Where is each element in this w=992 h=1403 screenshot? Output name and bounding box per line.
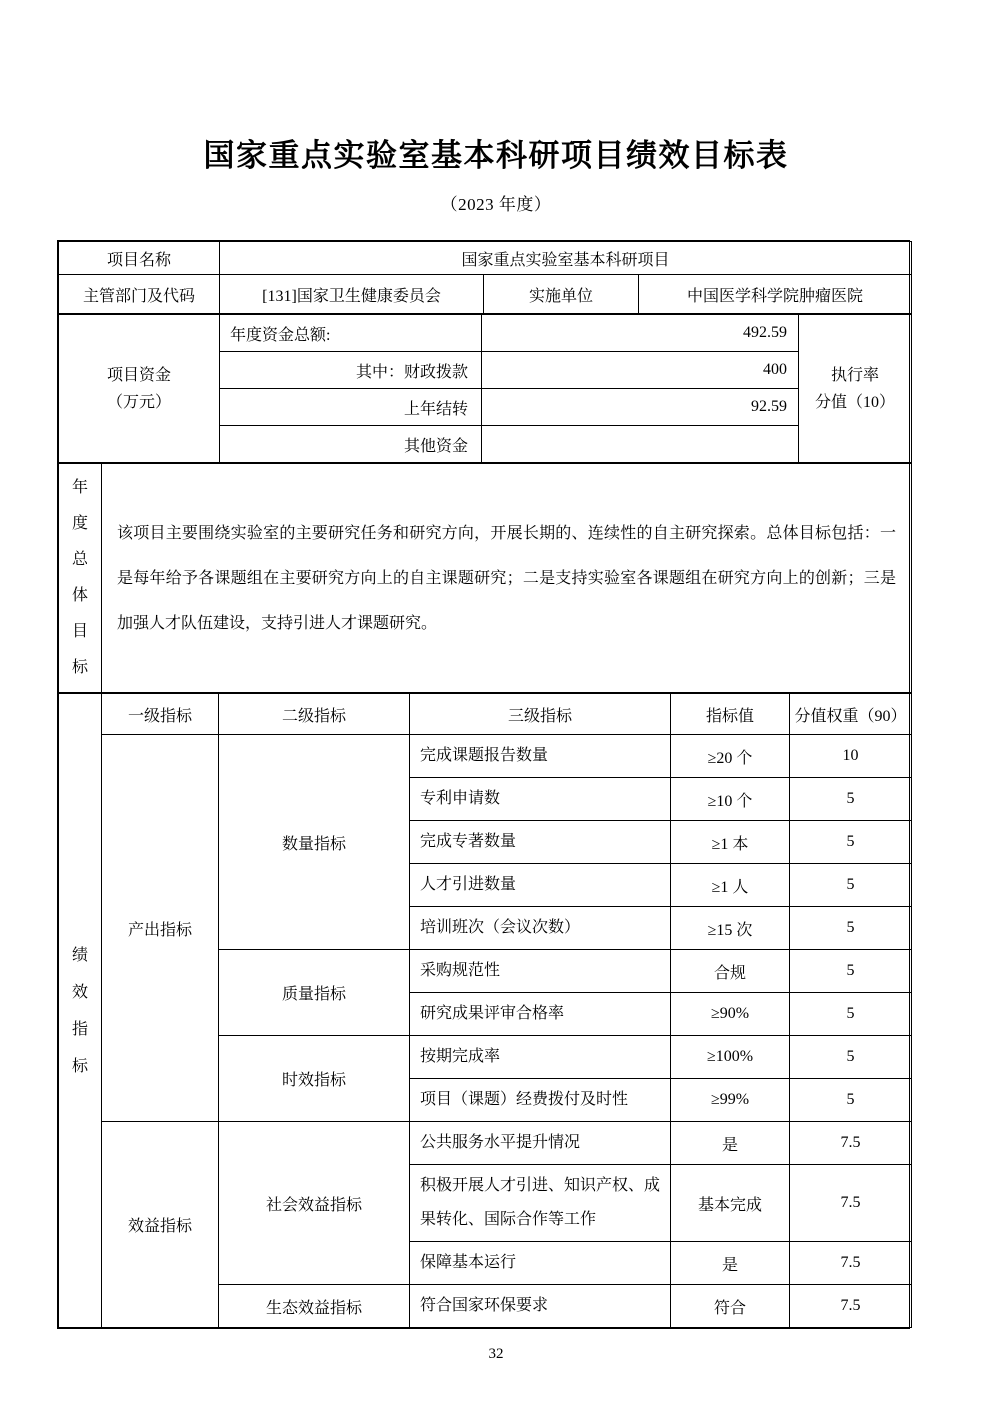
funds-fiscal-value: 400	[482, 352, 799, 389]
indicator-row	[59, 735, 912, 778]
indicators-side-char: 绩	[71, 946, 88, 964]
indicator-value: ≥1 人	[671, 864, 790, 907]
project-name-value: 国家重点实验室基本科研项目	[220, 242, 912, 275]
indicator-value: ≥99%	[671, 1079, 790, 1122]
indicators-side-char: 指	[71, 1020, 88, 1038]
indicator-weight: 5	[790, 907, 912, 950]
annual-goal-text: 该项目主要围绕实验室的主要研究任务和研究方向，开展长期的、连续性的自主研究探索。总体目标包括：一是每年给予各课题组在主要研究方向上的自主课题研究；二是支持实验室各课题组在研究方向上的创新；三是加强人才队伍建设，支持引进人才课题研究。	[102, 464, 912, 693]
funds-label	[59, 315, 220, 463]
indicator-value: ≥10 个	[671, 778, 790, 821]
indicator-value: ≥20 个	[671, 735, 790, 778]
header-weight: 分值权重（90）	[790, 694, 912, 735]
indicator-name: 积极开展人才引进、知识产权、成果转化、国际合作等工作	[410, 1165, 671, 1242]
indicator-value: 是	[671, 1122, 790, 1165]
project-name-label: 项目名称	[59, 242, 220, 275]
page-number: 32	[488, 1346, 504, 1362]
indicator-name: 完成专著数量	[410, 821, 671, 864]
indicator-name: 按期完成率	[410, 1036, 671, 1079]
department-label: 主管部门及代码	[59, 275, 220, 314]
execution-rate-line1: 执行率	[830, 366, 879, 384]
indicator-weight: 7.5	[790, 1242, 912, 1285]
page-subtitle: （2023 年度）	[440, 195, 552, 215]
funds-carryover-label: 上年结转	[220, 389, 482, 426]
info-section	[58, 241, 912, 314]
indicator-name: 项目（课题）经费拨付及时性	[410, 1079, 671, 1122]
indicator-name: 完成课题报告数量	[410, 735, 671, 778]
header-level2: 二级指标	[219, 694, 410, 735]
indicator-weight: 7.5	[790, 1165, 912, 1242]
project-name-row	[59, 242, 912, 275]
execution-rate-label	[799, 315, 912, 463]
indicator-value: ≥100%	[671, 1036, 790, 1079]
indicators-side-char: 标	[71, 1057, 88, 1075]
indicator-name: 符合国家环保要求	[410, 1285, 671, 1328]
level2-quality: 质量指标	[219, 950, 410, 1036]
indicator-value: 是	[671, 1242, 790, 1285]
indicator-value: ≥1 本	[671, 821, 790, 864]
level2-ecological: 生态效益指标	[219, 1285, 410, 1328]
page-title: 国家重点实验室基本科研项目绩效目标表	[203, 138, 789, 173]
annual-goal-char: 度	[71, 515, 88, 533]
indicator-name: 保障基本运行	[410, 1242, 671, 1285]
header-level1: 一级指标	[102, 694, 219, 735]
funds-other-label: 其他资金	[220, 426, 482, 463]
execution-rate-line2: 分值（10）	[814, 393, 895, 411]
indicator-name: 培训班次（会议次数）	[410, 907, 671, 950]
main-table	[57, 240, 910, 1329]
indicator-name: 采购规范性	[410, 950, 671, 993]
annual-goal-char: 标	[71, 659, 88, 677]
indicators-side-char: 效	[71, 983, 88, 1001]
level2-quantity: 数量指标	[219, 735, 410, 950]
indicator-name: 研究成果评审合格率	[410, 993, 671, 1036]
implementing-unit-label: 实施单位	[484, 275, 639, 314]
level1-output: 产出指标	[102, 735, 219, 1122]
annual-goal-row	[59, 464, 912, 693]
funds-section	[58, 314, 912, 463]
level2-timeliness: 时效指标	[219, 1036, 410, 1122]
implementing-unit-value: 中国医学科学院肿瘤医院	[639, 275, 912, 314]
indicator-value: 符合	[671, 1285, 790, 1328]
department-value: [131]国家卫生健康委员会	[220, 275, 484, 314]
indicator-name: 人才引进数量	[410, 864, 671, 907]
indicator-name: 公共服务水平提升情况	[410, 1122, 671, 1165]
indicator-value: 基本完成	[671, 1165, 790, 1242]
funds-row-total	[59, 315, 912, 352]
indicators-section	[58, 693, 912, 1328]
indicator-weight: 7.5	[790, 1122, 912, 1165]
level2-social: 社会效益指标	[219, 1122, 410, 1285]
annual-goal-char: 体	[71, 587, 88, 605]
indicator-weight: 5	[790, 778, 912, 821]
indicator-weight: 5	[790, 950, 912, 993]
annual-goal-char: 总	[71, 551, 88, 569]
indicator-weight: 7.5	[790, 1285, 912, 1328]
header-level3: 三级指标	[410, 694, 671, 735]
header-value: 指标值	[671, 694, 790, 735]
funds-total-value: 492.59	[482, 315, 799, 352]
indicator-weight: 5	[790, 993, 912, 1036]
funds-other-value	[482, 426, 799, 463]
indicator-weight: 5	[790, 1079, 912, 1122]
indicator-weight: 5	[790, 1036, 912, 1079]
indicator-value: ≥90%	[671, 993, 790, 1036]
indicator-value: ≥15 次	[671, 907, 790, 950]
funds-label-line1: 项目资金	[106, 366, 171, 384]
indicators-header-row	[59, 694, 912, 735]
indicator-value: 合规	[671, 950, 790, 993]
funds-carryover-value: 92.59	[482, 389, 799, 426]
funds-total-label: 年度资金总额:	[220, 315, 482, 352]
department-row	[59, 275, 912, 314]
funds-fiscal-label: 其中：财政拨款	[220, 352, 482, 389]
indicators-side-label	[59, 694, 102, 1328]
indicator-name: 专利申请数	[410, 778, 671, 821]
annual-goal-section	[58, 463, 912, 693]
indicator-row	[59, 1122, 912, 1165]
indicator-weight: 10	[790, 735, 912, 778]
annual-goal-char: 目	[71, 623, 88, 641]
indicator-weight: 5	[790, 864, 912, 907]
funds-label-line2: （万元）	[106, 393, 171, 411]
annual-goal-char: 年	[71, 479, 88, 497]
level1-benefit: 效益指标	[102, 1122, 219, 1328]
indicator-weight: 5	[790, 821, 912, 864]
annual-goal-label	[59, 464, 102, 693]
